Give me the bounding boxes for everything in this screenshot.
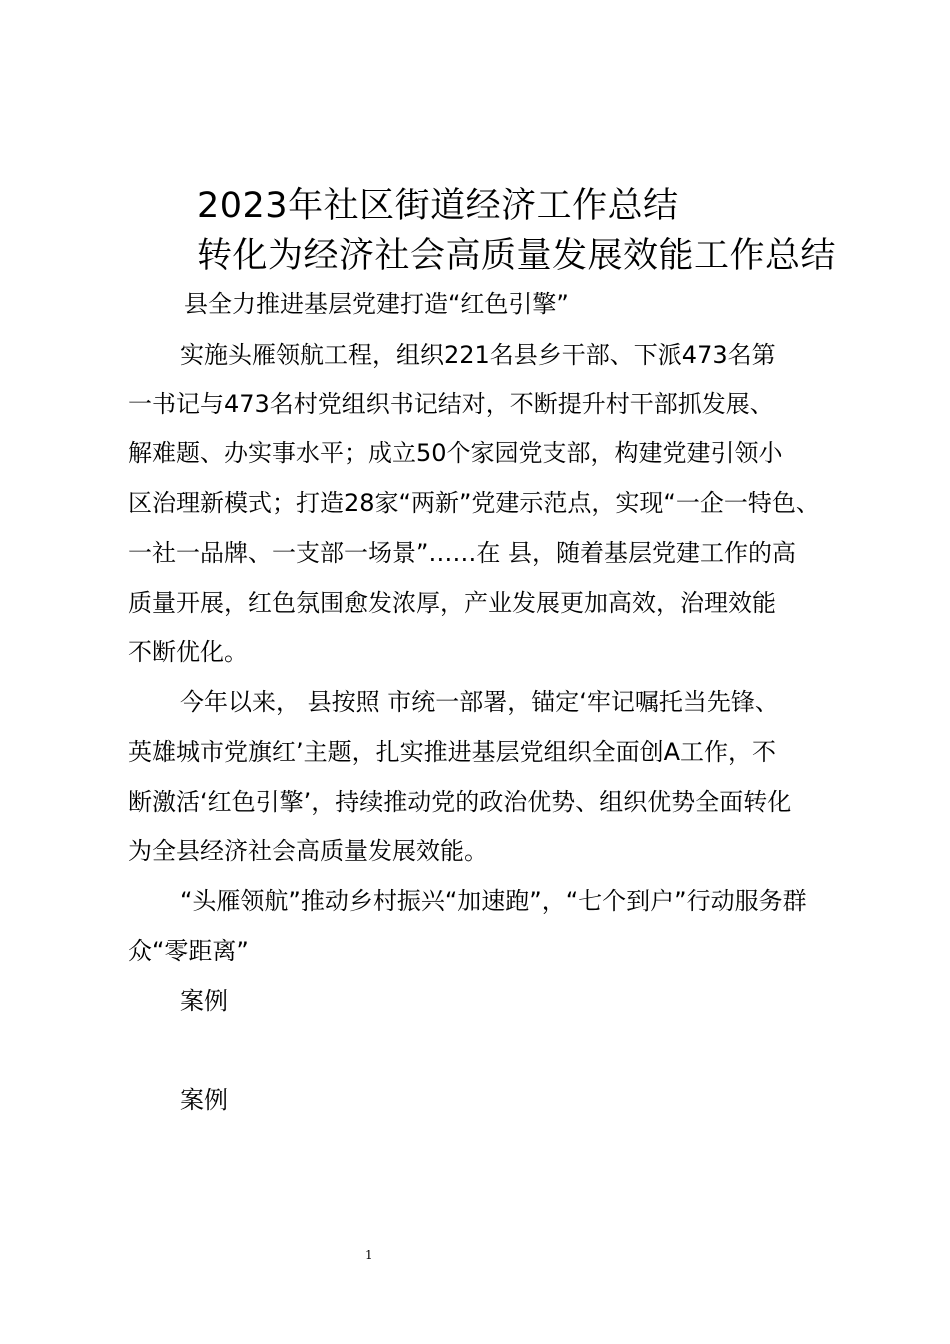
paragraph-2-line-1: 今年以来， 县按照 市统一部署，锚定‘牢记嘱托当先锋、 xyxy=(180,688,779,716)
paragraph-1-line-5: 一社一品牌、一支部一场景”……在 县，随着基层党建工作的高 xyxy=(128,539,797,567)
paragraph-1-line-2: 一书记与473名村党组织书记结对，不断提升村干部抓发展、 xyxy=(128,390,774,418)
section-heading-line-2: 众“零距离” xyxy=(128,937,249,965)
paragraph-2-line-4: 为全县经济社会高质量发展效能。 xyxy=(128,837,488,865)
case-label-1: 案例 xyxy=(180,987,228,1015)
document-title-line-2: 转化为经济社会高质量发展效能工作总结 xyxy=(197,236,837,276)
paragraph-1-line-1: 实施头雁领航工程，组织221名县乡干部、下派473名第 xyxy=(180,341,776,369)
paragraph-1-line-4: 区治理新模式；打造28家“两新”党建示范点，实现“一企一特色、 xyxy=(128,489,820,517)
paragraph-2-line-3: 断激活‘红色引擎’，持续推动党的政治优势、组织优势全面转化 xyxy=(128,788,792,816)
document-title-line-1: 2023年社区街道经济工作总结 xyxy=(197,186,679,226)
page-number: 1 xyxy=(365,1248,373,1262)
case-label-2: 案例 xyxy=(180,1086,228,1114)
paragraph-1-line-3: 解难题、办实事水平；成立50个家园党支部，构建党建引领小 xyxy=(128,439,783,467)
paragraph-2-line-2: 英雄城市党旗红’主题，扎实推进基层党组织全面创A工作，不 xyxy=(128,738,777,766)
section-heading-line-1: “头雁领航”推动乡村振兴“加速跑”，“七个到户”行动服务群 xyxy=(180,887,807,915)
paragraph-1-line-7: 不断优化。 xyxy=(128,638,248,666)
paragraph-1-line-6: 质量开展，红色氛围愈发浓厚，产业发展更加高效，治理效能 xyxy=(128,589,776,617)
document-subtitle: 县全力推进基层党建打造“红色引擎” xyxy=(184,290,569,318)
